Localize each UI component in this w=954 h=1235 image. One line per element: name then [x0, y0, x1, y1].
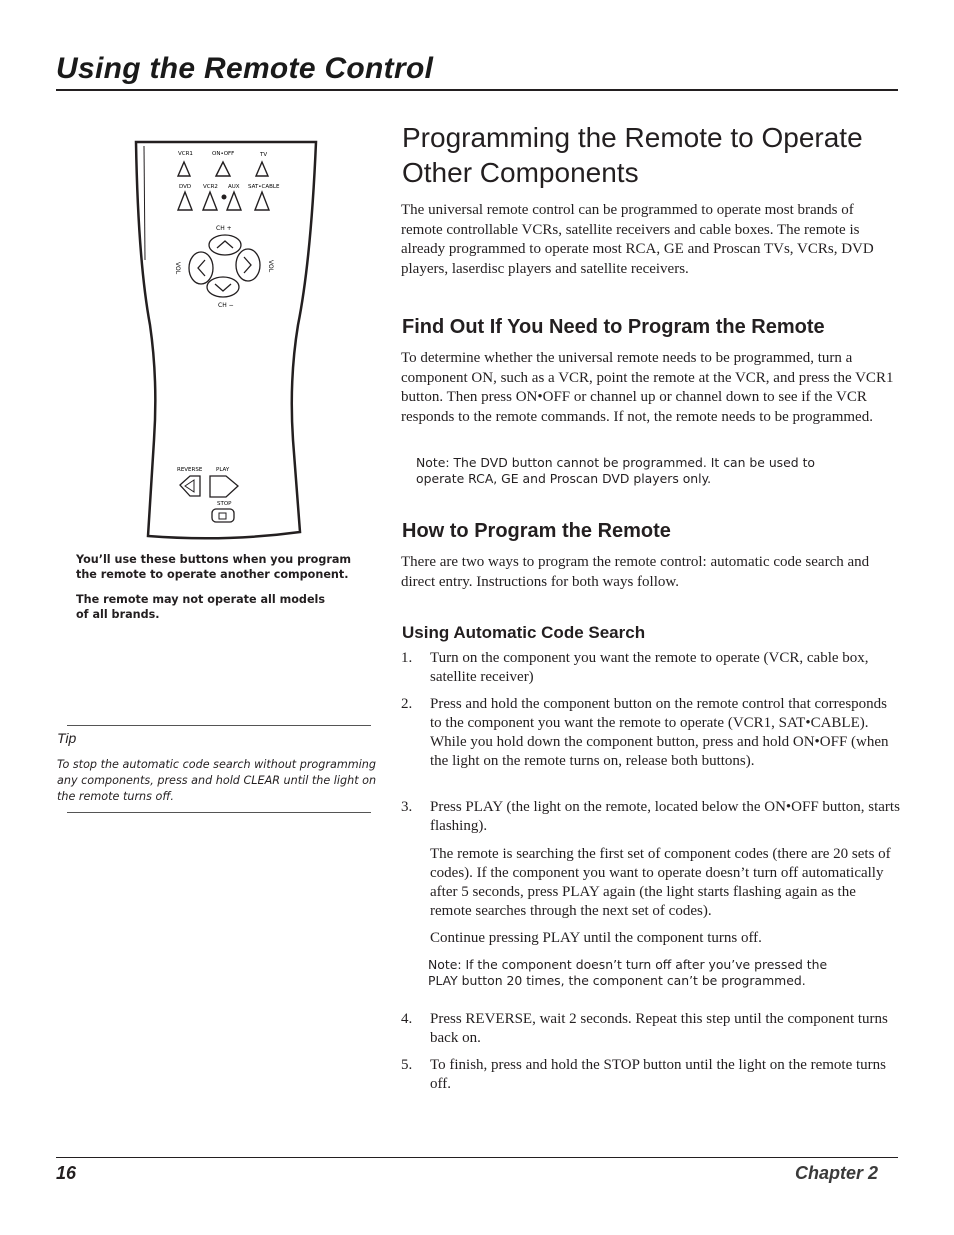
remote-caption-brands: The remote may not operate all models of all brands.: [76, 593, 326, 621]
step3-continue: Continue pressing PLAY until the component turns off.: [430, 930, 762, 946]
how-to-paragraph: There are two ways to program the remote control: automatic code search and direct entry. Instructions for both ways follow.: [401, 554, 870, 590]
aux-label: AUX: [228, 184, 240, 190]
auto-search-heading: Using Automatic Code Search: [402, 623, 646, 642]
remote-control-illustration: [128, 140, 324, 540]
step-text: Press and hold the component button on the remote control that corresponds to the component you want the remote to operate (VCR1, SAT•CABLE). While you hold down the component button, press and hold ON•OFF (when the light on the remote turns on, release both buttons).: [430, 696, 889, 769]
on-off-label: ON•OFF: [212, 151, 235, 157]
tip-label: Tip: [57, 730, 77, 746]
vol-right-label: VOL: [267, 260, 274, 273]
ch-down-label: CH −: [218, 302, 234, 309]
step-number: 4.: [401, 1011, 413, 1027]
dvd-note: Note: The DVD button cannot be programmed. It can be used to operate RCA, GE and Proscan DVD players only.: [416, 455, 816, 486]
step3-explanation: The remote is searching the first set of component codes (there are 20 sets of codes). If the component you want to operate doesn’t turn off automatically after 5 seconds, press PLAY again (the light starts flashing again as the remote searches through the next set of codes).: [430, 846, 891, 919]
header-divider: [56, 89, 898, 91]
intro-paragraph: The universal remote control can be programmed to operate most brands of remote controllable VCRs, satellite receivers and cable boxes. The remote is already programmed to operate most RCA, GE and Proscan TVs, VCRs, DVD players, laserdisc players and satellite receivers.: [401, 202, 874, 277]
sat-cable-label: SAT•CABLE: [248, 184, 280, 190]
remote-caption-buttons: You’ll use these buttons when you program the remote to operate another component.: [76, 553, 352, 581]
step-text: Press REVERSE, wait 2 seconds. Repeat this step until the component turns back on.: [430, 1011, 888, 1046]
indicator-light-icon: [222, 195, 227, 200]
step-text: Turn on the component you want the remote to operate (VCR, cable box, satellite receiver): [430, 650, 869, 685]
footer-divider: [56, 1157, 898, 1158]
step3-note: Note: If the component doesn’t turn off after you’ve pressed the PLAY button 20 times, the component can’t be programmed.: [428, 957, 828, 988]
list-item: [401, 798, 901, 836]
how-to-heading: How to Program the Remote: [402, 520, 671, 542]
step-number: 2.: [401, 696, 413, 712]
step-number: 5.: [401, 1057, 413, 1073]
vol-left-label: VOL: [174, 262, 181, 275]
tip-top-divider: [67, 725, 371, 726]
step-text: To finish, press and hold the STOP button until the light on the remote turns off.: [430, 1057, 886, 1092]
list-item: [401, 1056, 901, 1094]
list-item: [401, 1010, 901, 1048]
ch-up-label: CH +: [216, 225, 232, 232]
page-header-title: Using the Remote Control: [56, 52, 434, 85]
vcr2-label: VCR2: [203, 184, 218, 190]
tv-label: TV: [260, 152, 268, 158]
list-item: [401, 649, 901, 687]
play-label: PLAY: [216, 467, 230, 473]
vcr1-label: VCR1: [178, 151, 193, 157]
reverse-label: REVERSE: [177, 467, 203, 473]
find-out-heading: Find Out If You Need to Program the Remote: [402, 316, 825, 338]
chapter-label: Chapter 2: [794, 1163, 878, 1183]
find-out-paragraph: To determine whether the universal remote needs to be programmed, turn a component ON, such as a VCR, point the remote at the VCR, and press the VCR1 button. Then press ON•OFF or channel up or channel down to see if the VCR responds to the remote commands. If not, the remote needs to be programmed.: [401, 350, 894, 425]
step-number: 1.: [401, 650, 413, 666]
list-item: [401, 695, 901, 791]
section-title: Programming the Remote to Operate Other Components: [402, 122, 863, 188]
page-number: 16: [56, 1163, 77, 1183]
step-number: 3.: [401, 799, 413, 815]
step-text: Press PLAY (the light on the remote, located below the ON•OFF button, starts flashing).: [430, 799, 900, 834]
stop-label: STOP: [217, 501, 232, 507]
tip-text: To stop the automatic code search without programming any components, press and hold CLEAR until the light on the remote turns off.: [57, 758, 377, 803]
tip-bottom-divider: [67, 812, 371, 813]
dvd-label: DVD: [179, 184, 192, 190]
